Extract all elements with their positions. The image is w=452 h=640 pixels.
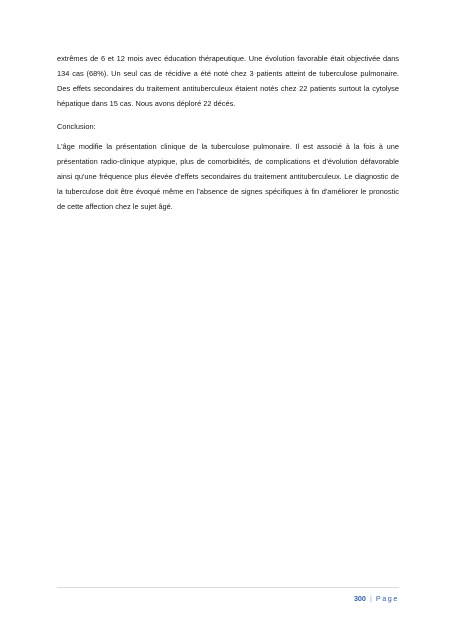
conclusion-paragraph: L'âge modifie la présentation clinique de la tuberculose pulmonaire. Il est associé à la fois à une présentation radio-clinique atypique, plus de comorbidités, de complications et d'évolution défavorable ainsi qu'une fréquence plus élevée d'effets secondaires du traitement antituberculeux. Le diagnostic de la tuberculose doit être évoqué même en l'absence de signes spécifiques à fin d'améliorer le pronostic de cette affection chez le sujet âgé.	[57, 142, 399, 211]
conclusion-heading: Conclusion:	[57, 122, 96, 131]
paragraph-spacer	[57, 111, 399, 119]
footer-divider	[57, 587, 399, 588]
page-body	[57, 51, 399, 214]
footer-separator: |	[369, 594, 372, 603]
page-label: Page	[375, 594, 399, 603]
page-footer	[354, 594, 399, 604]
results-paragraph: extrêmes de 6 et 12 mois avec éducation thérapeutique. Une évolution favorable était objectivée dans 134 cas (68%). Un seul cas de récidive a été noté chez 3 patients atteint de tuberculose pulmonaire. Des effets secondaires du traitement antituberculeux étaient notés chez 22 patients surtout la cytolyse hépatique dans 15 cas. Nous avons déploré 22 décés.	[57, 54, 399, 108]
page-number: 300	[353, 594, 366, 603]
